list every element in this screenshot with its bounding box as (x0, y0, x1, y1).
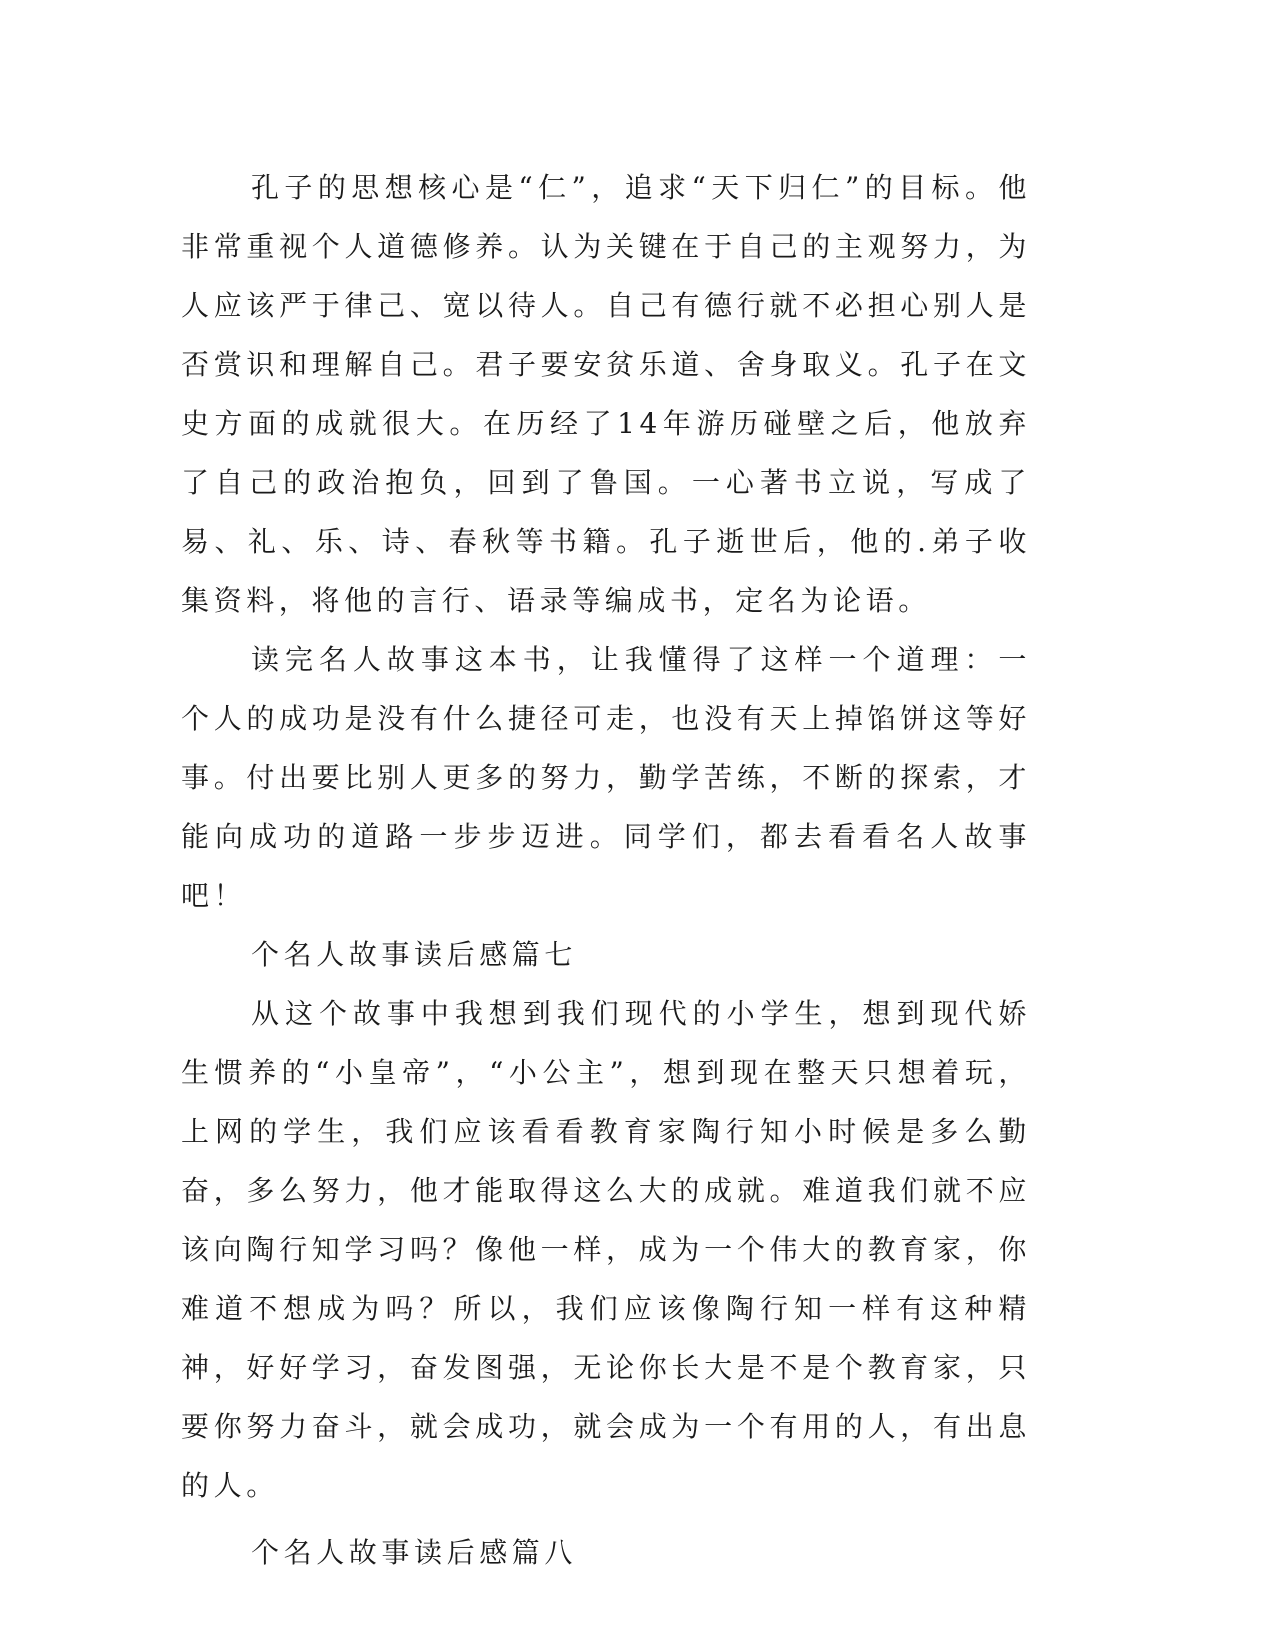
document-body (181, 158, 1031, 1582)
paragraph-reflection: 读完名人故事这本书，让我懂得了这样一个道理：一个人的成功是没有什么捷径可走，也没有天上掉馅饼这等好事。付出要比别人更多的努力，勤学苦练，不断的探索，才能向成功的道路一步步迈进。同学们，都去看看名人故事吧！ (181, 643, 1031, 912)
paragraph-tao-xingzhi: 从这个故事中我想到我们现代的小学生，想到现代娇生惯养的“小皇帝”，“小公主”，想到现在整天只想着玩，上网的学生，我们应该看看教育家陶行知小时候是多么勤奋，多么努力，他才能取得这么大的成就。难道我们就不应该向陶行知学习吗？像他一样，成为一个伟大的教育家，你难道不想成为吗？所以，我们应该像陶行知一样有这种精神，好好学习，奋发图强，无论你长大是不是个教育家，只要你努力奋斗，就会成功，就会成为一个有用的人，有出息的人。 (181, 997, 1031, 1502)
section-heading-eight: 个名人故事读后感篇八 (251, 1536, 578, 1569)
section-heading-seven: 个名人故事读后感篇七 (251, 938, 578, 971)
paragraph-confucius: 孔子的思想核心是“仁”，追求“天下归仁”的目标。他非常重视个人道德修养。认为关键在于自己的主观努力，为人应该严于律己、宽以待人。自己有德行就不必担心别人是否赏识和理解自己。君子要安贫乐道、舍身取义。孔子在文史方面的成就很大。在历经了14年游历碰壁之后，他放弃了自己的政治抱负，回到了鲁国。一心著书立说，写成了易、礼、乐、诗、春秋等书籍。孔子逝世后，他的.弟子收集资料，将他的言行、语录等编成书，定名为论语。 (181, 171, 1031, 617)
